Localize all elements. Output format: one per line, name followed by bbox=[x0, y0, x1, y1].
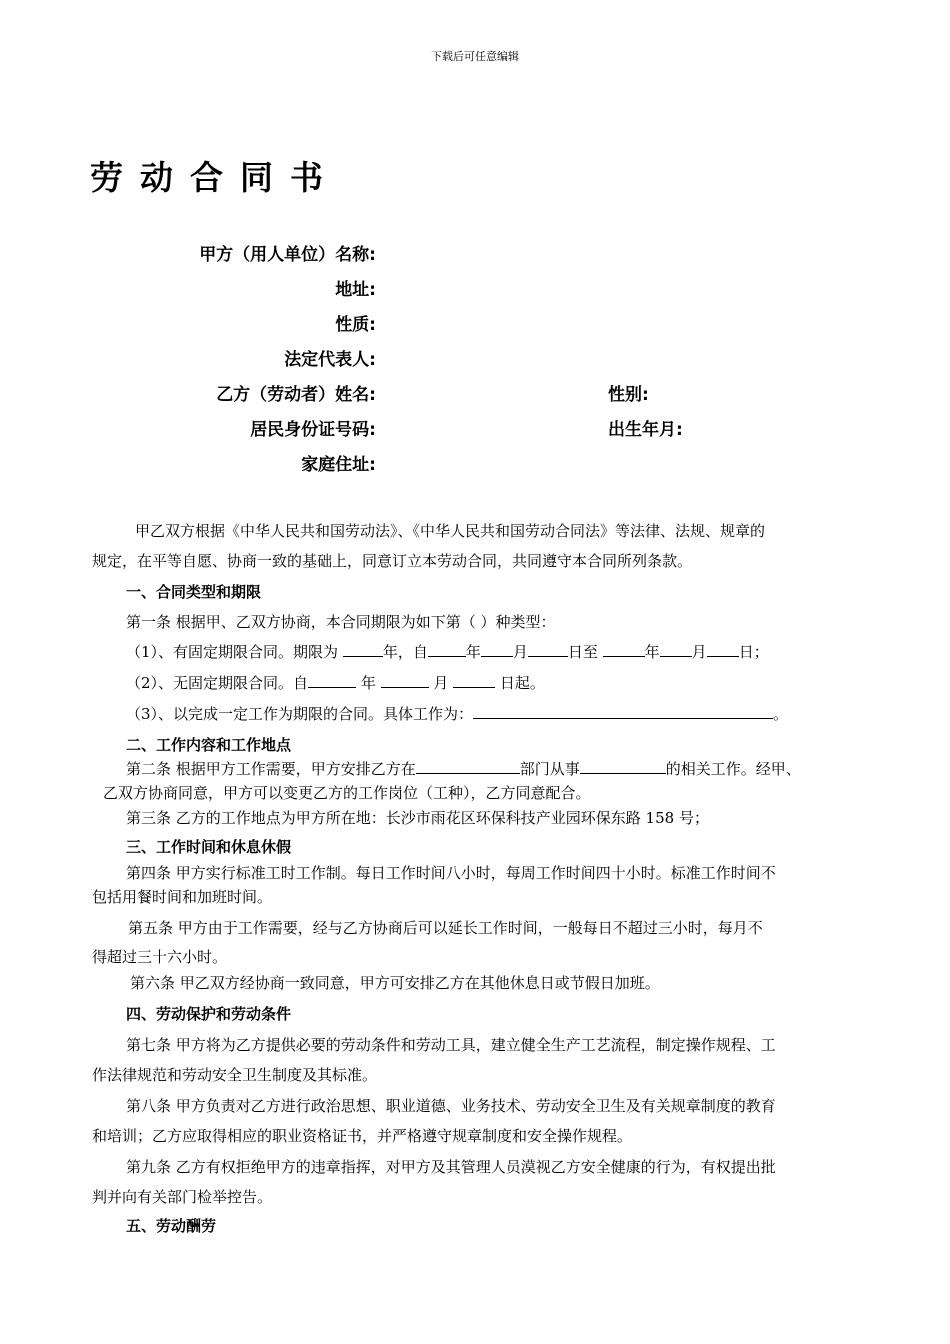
document-title: 劳动合同书 bbox=[90, 158, 340, 197]
nature-label: 性质: bbox=[335, 315, 376, 335]
option-3-line bbox=[126, 703, 788, 724]
section-5-heading: 五、劳动酬劳 bbox=[126, 1217, 217, 1235]
term-years-blank[interactable] bbox=[343, 641, 383, 657]
article-4-line-1: 第四条 甲方实行标准工时工作制。每日工作时间八小时，每周工作时间四十小时。标准工作时间不 bbox=[126, 864, 776, 882]
start-day-blank[interactable] bbox=[528, 641, 568, 657]
id-number-label: 居民身份证号码: bbox=[250, 420, 376, 440]
open-start-year-blank[interactable] bbox=[308, 672, 356, 688]
article-5-line-2: 得超过三十六小时。 bbox=[92, 948, 228, 966]
option-2-prefix: （2）、无固定期限合同。自 bbox=[126, 674, 309, 692]
option-1-day-to: 日至 bbox=[567, 643, 603, 661]
option-1-month: 月 bbox=[512, 643, 528, 661]
option-2-day: 日起。 bbox=[495, 674, 545, 692]
option-1-year2: 年 bbox=[465, 643, 481, 661]
article-8-line-2: 和培训；乙方应取得相应的职业资格证书，并严格遵守规章制度和安全操作规程。 bbox=[92, 1127, 633, 1145]
section-3-heading: 三、工作时间和休息休假 bbox=[126, 838, 292, 856]
section-4-heading: 四、劳动保护和劳动条件 bbox=[126, 1005, 292, 1023]
address-label: 地址: bbox=[335, 280, 376, 300]
option-2-line bbox=[126, 672, 545, 693]
option-3-end: 。 bbox=[773, 705, 789, 723]
option-1-line bbox=[126, 641, 769, 662]
option-1-year3: 年 bbox=[644, 643, 660, 661]
option-2-year: 年 bbox=[356, 674, 381, 692]
section-2-heading: 二、工作内容和工作地点 bbox=[126, 736, 292, 754]
article-2-mid: 部门从事 bbox=[519, 760, 580, 778]
article-3: 第三条 乙方的工作地点为甲方所在地：长沙市雨花区环保科技产业园环保东路 158 号； bbox=[126, 809, 709, 827]
end-day-blank[interactable] bbox=[707, 641, 739, 657]
specific-work-blank[interactable] bbox=[473, 703, 773, 719]
article-2-line-1 bbox=[126, 758, 801, 779]
end-year-blank[interactable] bbox=[603, 641, 645, 657]
article-5-line-1: 第五条 甲方由于工作需要，经与乙方协商后可以延长工作时间，一般每日不超过三小时，每月不 bbox=[128, 919, 763, 937]
start-month-blank[interactable] bbox=[481, 641, 513, 657]
end-month-blank[interactable] bbox=[660, 641, 692, 657]
birth-label: 出生年月: bbox=[608, 420, 683, 440]
intro-line-1: 甲乙双方根据《中华人民共和国劳动法》、《中华人民共和国劳动合同法》等法律、法规、规章的 bbox=[135, 522, 766, 540]
article-4-line-2: 包括用餐时间和加班时间。 bbox=[92, 888, 273, 906]
open-start-day-blank[interactable] bbox=[453, 672, 495, 688]
article-2-pre: 第二条 根据甲方工作需要，甲方安排乙方在 bbox=[126, 760, 416, 778]
option-1-prefix: （1）、有固定期限合同。期限为 bbox=[126, 643, 343, 661]
gender-label: 性别: bbox=[608, 385, 649, 405]
article-9-line-1: 第九条 乙方有权拒绝甲方的违章指挥，对甲方及其管理人员漠视乙方安全健康的行为，有权提出批 bbox=[126, 1158, 776, 1176]
article-7-line-1: 第七条 甲方将为乙方提供必要的劳动条件和劳动工具，建立健全生产工艺流程，制定操作规程、工 bbox=[126, 1036, 776, 1054]
article-9-line-2: 判并向有关部门检举控告。 bbox=[92, 1188, 273, 1206]
option-2-month: 月 bbox=[428, 674, 454, 692]
home-address-label: 家庭住址: bbox=[301, 455, 376, 475]
department-blank[interactable] bbox=[416, 758, 520, 774]
article-7-line-2: 作法律规范和劳动安全卫生制度及其标准。 bbox=[92, 1066, 378, 1084]
article-2-line-2: 乙双方协商同意，甲方可以变更乙方的工作岗位（工种），乙方同意配合。 bbox=[103, 784, 591, 802]
employee-name-label: 乙方（劳动者）姓名: bbox=[216, 385, 376, 405]
open-start-month-blank[interactable] bbox=[381, 672, 429, 688]
article-8-line-1: 第八条 甲方负责对乙方进行政治思想、职业道德、业务技术、劳动安全卫生及有关规章制度的教育 bbox=[126, 1097, 776, 1115]
option-1-day-end: 日； bbox=[738, 643, 769, 661]
option-1-year: 年，自 bbox=[382, 643, 428, 661]
article-1: 第一条 根据甲、乙双方协商，本合同期限为如下第（ ）种类型： bbox=[126, 613, 556, 631]
option-3-prefix: （3）、以完成一定工作为期限的合同。具体工作为： bbox=[126, 705, 474, 723]
article-2-post: 的相关工作。经甲、 bbox=[665, 760, 801, 778]
legal-rep-label: 法定代表人: bbox=[284, 350, 376, 370]
option-1-month2: 月 bbox=[691, 643, 707, 661]
job-blank[interactable] bbox=[580, 758, 666, 774]
article-6: 第六条 甲乙双方经协商一致同意，甲方可安排乙方在其他休息日或节假日加班。 bbox=[130, 974, 660, 992]
start-year-blank[interactable] bbox=[428, 641, 466, 657]
intro-line-2: 规定，在平等自愿、协商一致的基础上，同意订立本劳动合同，共同遵守本合同所列条款。 bbox=[92, 552, 693, 570]
employer-name-label: 甲方（用人单位）名称: bbox=[199, 245, 376, 265]
section-1-heading: 一、合同类型和期限 bbox=[126, 583, 262, 601]
header-note: 下载后可任意编辑 bbox=[431, 50, 519, 63]
